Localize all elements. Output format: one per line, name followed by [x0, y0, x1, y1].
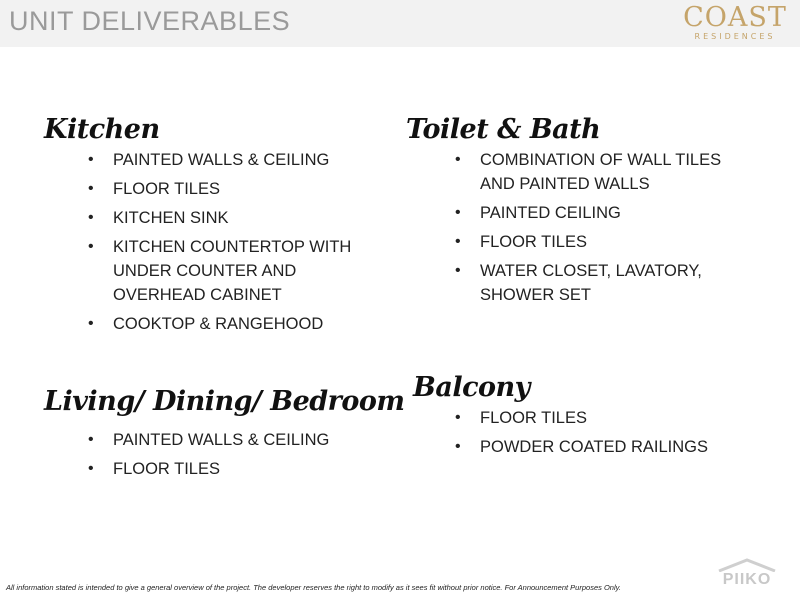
bullet-icon: •: [88, 151, 94, 168]
list-item: • FLOOR TILES: [88, 457, 374, 481]
list-item: • FLOOR TILES: [455, 230, 746, 254]
bullet-icon: •: [88, 180, 94, 197]
list-item: • POWDER COATED RAILINGS: [455, 435, 753, 459]
list-item: • PAINTED WALLS & CEILING: [88, 428, 374, 452]
list-item: • FLOOR TILES: [455, 406, 753, 430]
balcony-section: [413, 372, 753, 464]
disclaimer-text: All information stated is intended to give a general overview of the project. The developer reserves the right to modify as it sees fit without prior notice. For Announcement Purposes Only.: [6, 583, 621, 592]
watermark-text: PIIKO: [722, 571, 772, 588]
watermark: [712, 558, 782, 588]
house-roof-icon: [717, 558, 777, 572]
living-list: [88, 428, 374, 481]
header-bar: [0, 0, 800, 47]
toilet-bath-heading: Toilet & Bath: [406, 114, 601, 145]
bullet-icon: •: [455, 438, 461, 455]
balcony-heading: Balcony: [413, 372, 530, 403]
bullet-icon: •: [455, 151, 461, 168]
list-item: • WATER CLOSET, LAVATORY, SHOWER SET: [455, 259, 746, 307]
kitchen-section: [44, 114, 374, 341]
bullet-icon: •: [88, 209, 94, 226]
page-title: UNIT DELIVERABLES: [9, 6, 291, 36]
list-item: • FLOOR TILES: [88, 177, 374, 201]
list-item: • PAINTED CEILING: [455, 201, 746, 225]
logo-main-text: COAST: [683, 2, 787, 33]
list-item: • KITCHEN SINK: [88, 206, 374, 230]
bullet-icon: •: [455, 262, 461, 279]
bullet-icon: •: [88, 315, 94, 332]
living-dining-bedroom-section: [44, 386, 405, 486]
list-item: • COOKTOP & RANGEHOOD: [88, 312, 374, 336]
bullet-icon: •: [455, 409, 461, 426]
list-item: • COMBINATION OF WALL TILES AND PAINTED WALLS: [455, 148, 746, 196]
bullet-icon: •: [455, 204, 461, 221]
list-item: • KITCHEN COUNTERTOP WITH UNDER COUNTER AND OVERHEAD CABINET: [88, 235, 374, 307]
bullet-icon: •: [455, 233, 461, 250]
logo-sub-text: RESIDENCES: [694, 32, 776, 41]
toilet-bath-section: [406, 114, 746, 312]
living-dining-bedroom-heading: Living/ Dining/ Bedroom: [44, 386, 405, 417]
coast-residences-logo: [680, 4, 790, 41]
toilet-bath-list: [455, 148, 746, 307]
balcony-list: [455, 406, 753, 459]
list-item: • PAINTED WALLS & CEILING: [88, 148, 374, 172]
kitchen-list: [88, 148, 374, 336]
bullet-icon: •: [88, 460, 94, 477]
bullet-icon: •: [88, 238, 94, 255]
kitchen-heading: Kitchen: [44, 114, 160, 145]
bullet-icon: •: [88, 431, 94, 448]
